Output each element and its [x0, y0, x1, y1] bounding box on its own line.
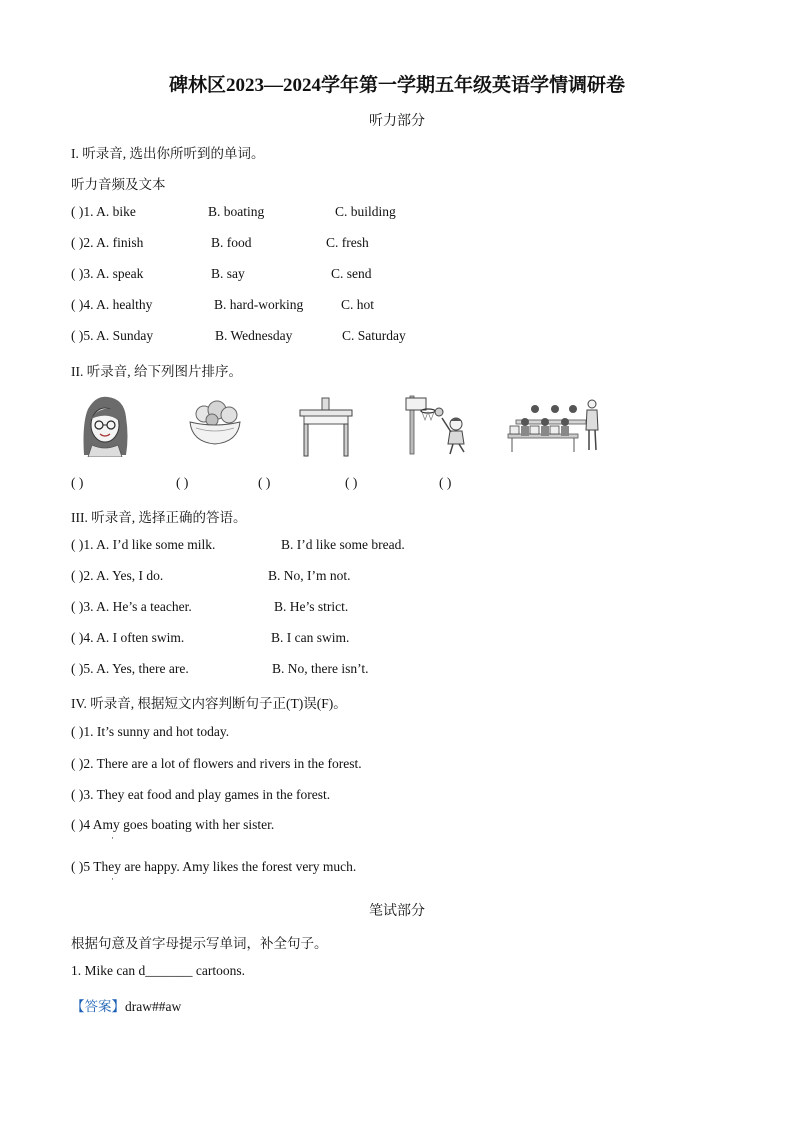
s3-option-b: B. No, there isn’t.	[272, 661, 369, 676]
section1-sub: 听力音频及文本	[71, 177, 166, 192]
s1-item-option-a: ( )5. A. Sunday	[71, 328, 154, 343]
s4-item-2: ( )2. There are a lot of flowers and rivers in the forest.	[71, 756, 362, 771]
writing-question-1: 1. Mike can d_______ cartoons.	[71, 963, 245, 978]
answer-tag: 【答案】	[71, 999, 125, 1014]
answer-text: draw##aw	[125, 999, 182, 1014]
s1-item-option-a: ( )1. A. bike	[71, 204, 136, 219]
girl-with-glasses-picture	[74, 393, 136, 457]
s1-item-option-b: B. say	[211, 266, 245, 281]
picture-blank-3: ( )	[258, 475, 271, 490]
section4-heading: IV. 听录音, 根据短文内容判断句子正(T)误(F)。	[71, 696, 347, 711]
s1-item-option-b: B. Wednesday	[215, 328, 293, 343]
s3-option-b: B. He’s strict.	[274, 599, 349, 614]
s1-item-option-c: C. fresh	[326, 235, 369, 250]
s4-item-3: ( )3. They eat food and play games in the forest.	[71, 787, 331, 802]
s1-item-option-c: C. hot	[341, 297, 375, 312]
writing-heading: 笔试部分	[369, 904, 425, 919]
picture-blank-4: ( )	[345, 475, 358, 490]
picture-blank-5: ( )	[439, 475, 452, 490]
s1-item-option-b: B. food	[211, 235, 252, 250]
s1-item-option-c: C. send	[331, 266, 372, 281]
s4-item-1: ( )1. It’s sunny and hot today.	[71, 724, 230, 739]
computer-room-picture	[506, 396, 602, 454]
s3-option-b: B. I can swim.	[271, 630, 350, 645]
section2-heading: II. 听录音, 给下列图片排序。	[71, 364, 242, 379]
s1-item-option-a: ( )2. A. finish	[71, 235, 144, 250]
s1-item-option-b: B. boating	[208, 204, 265, 219]
basketball-picture	[404, 394, 474, 456]
desk-picture	[296, 396, 356, 458]
s1-item-option-c: C. building	[335, 204, 396, 219]
s3-option-a: ( )4. A. I often swim.	[71, 630, 185, 645]
s3-option-a: ( )5. A. Yes, there are.	[71, 661, 189, 676]
s1-item-option-b: B. hard-working	[214, 297, 304, 312]
s1-item-option-a: ( )3. A. speak	[71, 266, 144, 281]
exam-title: 碑林区2023—2024学年第一学期五年级英语学情调研卷	[168, 75, 625, 96]
stray-dot-mark: ·	[111, 833, 114, 843]
salad-bowl-picture	[184, 398, 246, 448]
s3-option-a: ( )1. A. I’d like some milk.	[71, 537, 216, 552]
s3-option-a: ( )3. A. He’s a teacher.	[71, 599, 192, 614]
s1-item-option-c: C. Saturday	[342, 328, 406, 343]
writing-instruction: 根据句意及首字母提示写单词，补全句子。	[71, 936, 328, 951]
s3-option-b: B. I’d like some bread.	[281, 537, 405, 552]
section3-heading: III. 听录音, 选择正确的答语。	[71, 510, 247, 525]
section1-heading: I. 听录音, 选出你所听到的单词。	[71, 146, 265, 161]
picture-blank-1: ( )	[71, 475, 84, 490]
s4-item-4: ( )4 Amy goes boating with her sister.	[71, 817, 275, 832]
listening-heading: 听力部分	[369, 114, 425, 129]
s1-item-option-a: ( )4. A. healthy	[71, 297, 153, 312]
answer-line	[71, 995, 181, 1015]
s3-option-a: ( )2. A. Yes, I do.	[71, 568, 164, 583]
s4-item-5: ( )5 They are happy. Amy likes the forest very much.	[71, 859, 357, 874]
stray-dot-mark: ·	[111, 874, 114, 884]
picture-blank-2: ( )	[176, 475, 189, 490]
s3-option-b: B. No, I’m not.	[268, 568, 351, 583]
